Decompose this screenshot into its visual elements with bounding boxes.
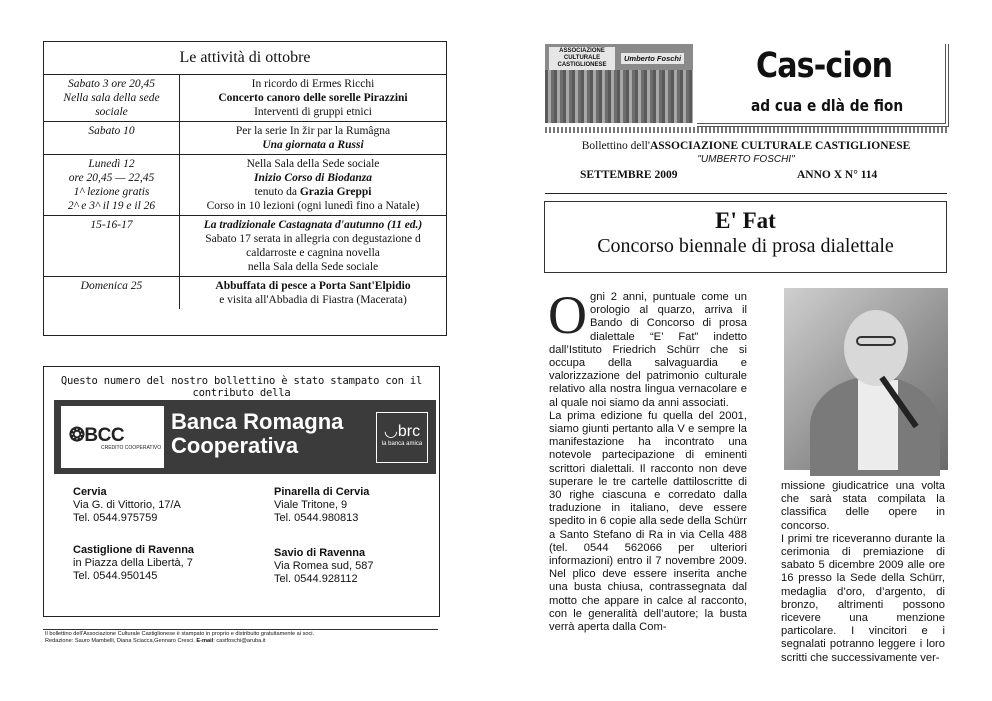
article-paragraph-1: gni 2 anni, puntuale come un orologio al quarzo, arriva il Bando di Concorso di prosa dialettale “E’ Fat” indetto dall’Istituto Friedrich Schürr che si occupa della salvaguardia e valorizzazione del patrimonio culturale relativo alla nostra lingua vernacolare e al quale noi siamo da anni associati.: [549, 291, 747, 409]
event-what: La tradizionale Castagnata d'autunno (11 ed.) Sabato 17 serata in allegria con degustazione d caldarroste e cagnina novella nella Sala della Sede sociale: [180, 216, 447, 277]
article-subtitle: Concorso biennale di prosa dialettale: [597, 235, 894, 257]
issue-date: SETTEMBRE 2009: [580, 169, 678, 181]
article-column-2: [781, 480, 945, 664]
branch-pinarella: Pinarella di Cervia Viale Tritone, 9 Tel. 0544.980813: [274, 486, 370, 524]
events-title: Le attività di ottobre: [44, 42, 446, 75]
bcc-logo: ❂BCC: [69, 425, 125, 446]
events-grid: [44, 75, 446, 309]
event-row: [44, 277, 446, 310]
bollettino-line: Bollettino dell'ASSOCIAZIONE CULTURALE CASTIGLIONESE "UMBERTO FOSCHI": [581, 140, 911, 165]
bank-name: Banca Romagna Cooperativa: [171, 409, 344, 458]
dotted-rule: [545, 127, 947, 133]
bcc-subtitle: CREDITO COOPERATIVO: [101, 445, 162, 451]
event-when: Lunedì 12 ore 20,45 — 22,45 1^ lezione gratis 2^ e 3^ il 19 e il 26: [44, 155, 180, 216]
event-when: Sabato 10: [44, 122, 180, 155]
header-rule: [545, 193, 947, 194]
event-when: Domenica 25: [44, 277, 180, 310]
branch-savio: Savio di Ravenna Via Romea sud, 587 Tel. 0544.928112: [274, 547, 374, 585]
event-what: Nella Sala della Sede sociale Inizio Corso di Biodanza tenuto da Grazia Greppi Corso in 10 lezioni (ogni lunedì fino a Natale): [180, 155, 447, 216]
speaker-photo: [784, 288, 948, 470]
footer-rule: [43, 629, 438, 630]
event-when: 15-16-17: [44, 216, 180, 277]
event-row: [44, 75, 446, 122]
issue-number: ANNO X N° 114: [797, 169, 878, 181]
branch-cervia: Cervia Via G. di Vittorio, 17/A Tel. 0544.975759: [73, 486, 181, 524]
bcc-logo-box: [61, 406, 164, 468]
newsletter-subtitle: ad cua e dlà de fion: [751, 96, 904, 115]
event-row: [44, 122, 446, 155]
article-heading-box: [544, 201, 947, 273]
events-table: [43, 41, 447, 336]
newsletter-title: Cas-cion: [756, 46, 893, 86]
bank-banner: [54, 400, 436, 474]
masthead-image: [545, 44, 693, 123]
article-paragraph-3: missione giudicatrice una volta che sarà stata compilata la classifica delle opere in concorso.: [781, 480, 945, 532]
foschi-tag: Umberto Foschi: [621, 53, 684, 64]
drop-cap: O: [548, 285, 587, 345]
event-row: [44, 216, 446, 277]
event-what: In ricordo di Ermes Ricchi Concerto canoro delle sorelle Pirazzini Interventi di gruppi etnici: [180, 75, 447, 122]
event-what: Abbuffata di pesce a Porta Sant'Elpidio e visita all'Abbadia di Fiastra (Macerata): [215, 280, 411, 306]
footer-credits: Il bollettino dell'Associazione Culturale Castiglionese è stampato in proprio e distribuito gratuitamente ai soci. Redazione: Sauro Mambelli, Diana Sciacca,Gennaro Cresci. E-mail: castfoschi@aruba.it: [45, 631, 315, 644]
article-paragraph-2: La prima edizione fu quella del 2001, siamo giunti pertanto alla V e sempre la manifestazione ha incontrato una notevole partecipazione di eminenti scrittori dialettali. Il racconto non deve superare le tre cartelle dattiloscritte di 30 righe ciascuna e corredato dalla traduzione in italiano, deve essere spedito in 6 copie alla sede della Schürr a Santo Stefano di Ra in via Cella 488 (tel. 0544 562066 per ulteriori informazioni) entro il 7 novembre 2009. Nel plico deve essere inserita anche una busta chiusa, contrassegnata dal motto che appare in calce al racconto, con le generalità dell’autore; la busta verrà aperta dalla Com-: [549, 409, 747, 634]
event-what: Per la serie In žir par la Rumâgna Una giornata a Russi: [180, 122, 447, 155]
event-row: [44, 155, 446, 216]
branch-castiglione: Castiglione di Ravenna in Piazza della Libertà, 7 Tel. 0544.950145: [73, 544, 195, 582]
event-when: Sabato 3 ore 20,45 Nella sala della sede sociale: [44, 75, 180, 122]
sponsor-box: [43, 366, 440, 617]
brc-logo: ◡brc la banca amica: [376, 412, 428, 463]
article-column-1: [548, 285, 747, 641]
masthead-title-box: [697, 44, 949, 127]
assoc-tag: ASSOCIAZIONE CULTURALE CASTIGLIONESE: [549, 47, 615, 70]
article-paragraph-4: I primi tre riceveranno durante la cerimonia di premiazione di sabato 5 dicembre 2009 alle ore 16 presso la Sede della Schürr, medaglia d’oro, d’argento, di bronzo, altrimenti possono ricevere una menzione particolare. I vincitori e i segnalati potranno leggere i loro scritti che successivamente ver-: [781, 532, 945, 664]
article-title: E' Fat: [715, 208, 776, 233]
sponsor-note: Questo numero del nostro bollettino è stato stampato con il contributo della: [60, 375, 423, 399]
